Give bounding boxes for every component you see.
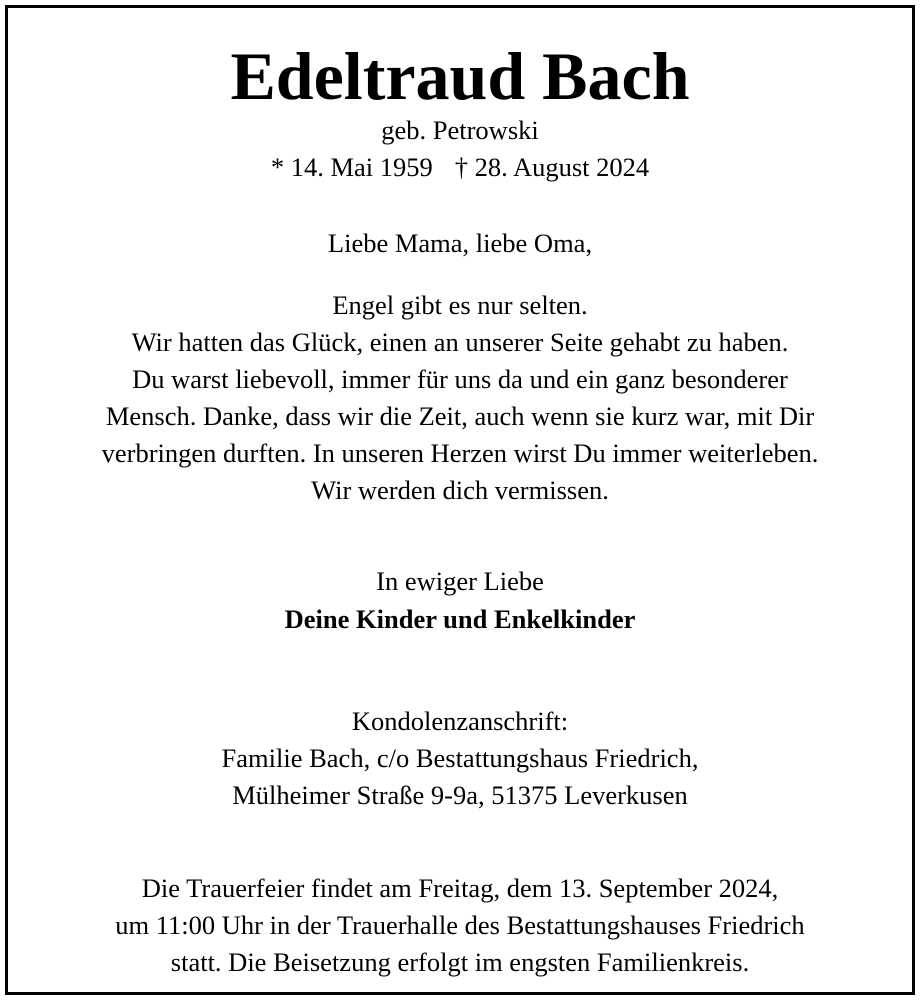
life-dates	[8, 151, 912, 183]
poem-line: verbringen durften. In unseren Herzen wirst Du immer weiterleben.	[101, 438, 819, 468]
closing-line: In ewiger Liebe	[376, 566, 544, 596]
obituary-notice	[5, 5, 915, 995]
poem-line: Engel gibt es nur selten.	[332, 290, 588, 320]
condolence-label: Kondolenzanschrift:	[351, 706, 569, 736]
poem-line: Wir hatten das Glück, einen an unserer Seite gehabt zu haben.	[131, 327, 789, 357]
service-info-line: statt. Die Beisetzung erfolgt im engsten Familienkreis.	[170, 947, 750, 977]
poem-line: Du warst liebevoll, immer für uns da und ein ganz besonderer	[132, 364, 788, 394]
condolence-address-line: Mülheimer Straße 9-9a, 51375 Leverkusen	[232, 780, 688, 810]
birth-date: * 14. Mai 1959	[270, 152, 433, 182]
service-info-line: um 11:00 Uhr in der Trauerhalle des Bestattungshauses Friedrich	[115, 910, 805, 940]
poem-line: Mensch. Danke, dass wir die Zeit, auch wenn sie kurz war, mit Dir	[105, 401, 815, 431]
death-date: † 28. August 2024	[454, 152, 650, 182]
signature: Deine Kinder und Enkelkinder	[284, 604, 636, 634]
service-info-line: Die Trauerfeier findet am Freitag, dem 13. September 2024,	[141, 873, 779, 903]
deceased-name: Edeltraud Bach	[230, 38, 690, 114]
poem-line: Wir werden dich vermissen.	[311, 475, 609, 505]
salutation: Liebe Mama, liebe Oma,	[327, 228, 593, 258]
condolence-address-line: Familie Bach, c/o Bestattungshaus Friedrich,	[221, 743, 699, 773]
birth-name: geb. Petrowski	[381, 115, 539, 145]
